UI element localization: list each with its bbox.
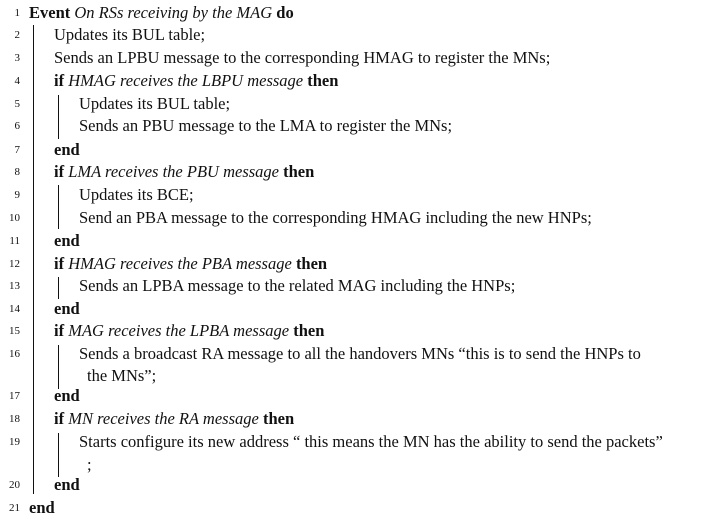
keyword-then: then: [295, 254, 328, 273]
statement: Send an PBA message to the corresponding HMAG including the new HNPs;: [79, 208, 592, 227]
line-number: 8: [14, 166, 20, 178]
keyword-if: if: [54, 321, 65, 340]
line-number: 10: [9, 212, 20, 224]
scope-bar-if-mag-lpba: [58, 345, 59, 389]
line-number: 1: [14, 7, 20, 19]
line-number: 7: [14, 144, 20, 156]
line-number: 2: [14, 29, 20, 41]
statement: Starts configure its new address “ this means the MN has the ability to send the packets”: [79, 432, 663, 451]
line-number: 19: [9, 436, 20, 448]
if-condition: LMA receives the PBU message: [68, 162, 279, 181]
statement: Sends a broadcast RA message to all the handovers MNs “this is to send the HNPs to: [79, 344, 641, 363]
keyword-if: if: [54, 254, 65, 273]
if-condition: HMAG receives the LBPU message: [68, 71, 304, 90]
line-number: 4: [14, 75, 20, 87]
statement: Sends an PBU message to the LMA to register the MNs;: [79, 116, 453, 135]
scope-bar-event: [33, 25, 34, 494]
event-condition: On RSs receiving by the MAG: [74, 3, 273, 22]
keyword-end: end: [54, 140, 80, 159]
keyword-then: then: [283, 162, 315, 181]
keyword-if: if: [54, 162, 65, 181]
keyword-end: end: [54, 299, 80, 318]
line-number: 12: [9, 258, 20, 270]
line-number: 15: [9, 325, 20, 337]
keyword-end: end: [54, 231, 80, 250]
keyword-if: if: [54, 409, 65, 428]
keyword-do: do: [276, 3, 294, 22]
keyword-then: then: [262, 409, 295, 428]
line-number: 6: [14, 120, 20, 132]
line-number: 5: [14, 98, 20, 110]
line-number: 16: [9, 348, 20, 360]
if-condition: MAG receives the LPBA message: [68, 321, 290, 340]
statement-continuation: the MNs”;: [87, 366, 157, 385]
line-number: 14: [9, 303, 20, 315]
scope-bar-if-hmag-pba: [58, 277, 59, 299]
if-condition: MN receives the RA message: [68, 409, 259, 428]
keyword-if: if: [54, 71, 65, 90]
statement: Sends an LPBU message to the corresponding HMAG to register the MNs;: [54, 48, 551, 67]
statement: Sends an LPBA message to the related MAG including the HNPs;: [79, 276, 516, 295]
statement: Updates its BUL table;: [79, 94, 231, 113]
keyword-end: end: [54, 475, 80, 494]
line-number: 11: [9, 235, 20, 247]
statement: Updates its BUL table;: [54, 25, 206, 44]
line-number: 20: [9, 479, 20, 491]
if-condition: HMAG receives the PBA message: [68, 254, 292, 273]
line-number: 3: [14, 52, 20, 64]
scope-bar-if-mn-ra: [58, 433, 59, 477]
line-number: 17: [9, 390, 20, 402]
keyword-end: end: [54, 386, 80, 405]
scope-bar-if-hmag-lbpu: [58, 95, 59, 139]
scope-bar-if-lma-pbu: [58, 185, 59, 229]
keyword-end: end: [29, 498, 55, 517]
statement-continuation: ;: [87, 455, 92, 474]
keyword-event: Event: [29, 3, 71, 22]
keyword-then: then: [293, 321, 325, 340]
line-number: 13: [9, 280, 20, 292]
line-number: 21: [9, 502, 20, 514]
statement: Updates its BCE;: [79, 185, 194, 204]
line-number: 9: [14, 189, 20, 201]
line-number: 18: [9, 413, 20, 425]
keyword-then: then: [307, 71, 339, 90]
